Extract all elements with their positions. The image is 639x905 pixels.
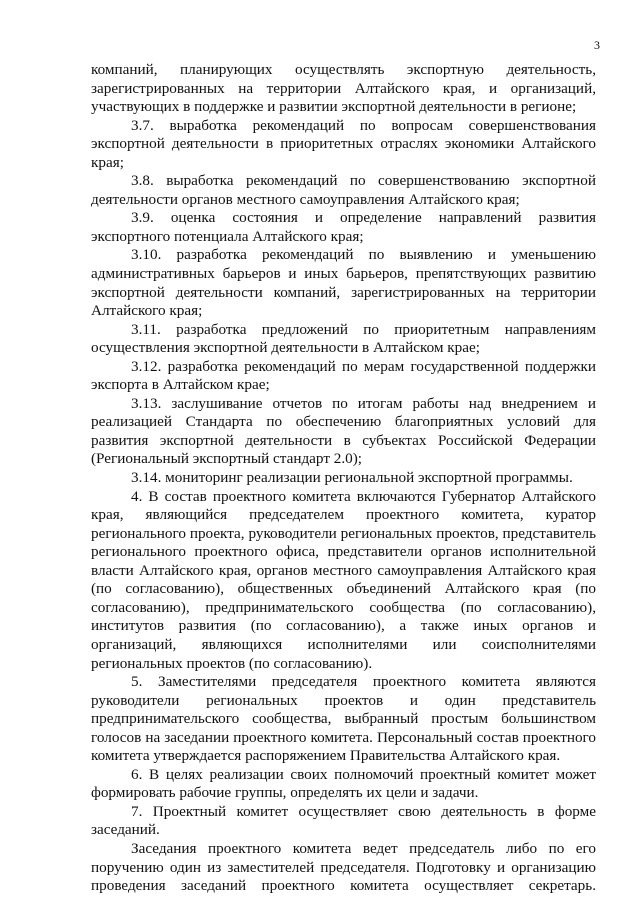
paragraph-3-12: 3.12. разработка рекомендаций по мерам государственной поддержки экспорта в Алтайском крае;: [91, 357, 596, 394]
paragraph-meetings: Заседания проектного комитета ведет председатель либо по его поручению один из заместителей председателя. Подготовку и организацию проведения заседаний проектного комитета осуществляет секретарь.: [91, 839, 596, 895]
paragraph-3-13: 3.13. заслушивание отчетов по итогам работы над внедрением и реализацией Стандарта по обеспечению благоприятных условий для развития экспортной деятельности в субъектах Российской Федерации (Региональный экспортный стандарт 2.0);: [91, 394, 596, 468]
paragraph-3-7: 3.7. выработка рекомендаций по вопросам совершенствования экспортной деятельности в приоритетных отраслях экономики Алтайского края;: [91, 116, 596, 171]
paragraph-continuation: компаний, планирующих осуществлять экспортную деятельность, зарегистрированных на территории Алтайского края, и организаций, участвующих в поддержке и развитии экспортной деятельности в регионе;: [91, 61, 596, 116]
paragraph-3-8: 3.8. выработка рекомендаций по совершенствованию экспортной деятельности органов местного самоуправления Алтайского края;: [91, 172, 596, 208]
paragraph-3-9: 3.9. оценка состояния и определение направлений развития экспортного потенциала Алтайского края;: [91, 209, 596, 245]
paragraph-6: 6. В целях реализации своих полномочий проектный комитет может формировать рабочие группы, определять их цели и задачи.: [91, 765, 596, 802]
page-number: 3: [594, 38, 600, 52]
paragraph-5: 5. Заместителями председателя проектного комитета являются руководители региональных проектов и один представитель предпринимательского сообщества, выбранный простым большинством голосов на заседании проектного комитета. Персональный состав проектного комитета утверждается распоряжением Правительства Алтайского края.: [91, 673, 596, 765]
document-body: [91, 61, 596, 896]
paragraph-3-11: 3.11. разработка предложений по приоритетным направлениям осуществления экспортной деятельности в Алтайском крае;: [91, 320, 596, 357]
paragraph-4: 4. В состав проектного комитета включаются Губернатор Алтайского края, являющийся председателем проектного комитета, куратор регионального проекта, руководители региональных проектов, представитель регионального проектного офиса, представители органов исполнительной власти Алтайского края, органов местного самоуправления Алтайского края (по согласованию), общественных объединений Алтайского края (по согласованию), предпринимательского сообщества (по согласованию), институтов развития (по согласованию), а также иных органов и организаций, являющихся исполнителями или соисполнителями региональных проектов (по согласованию).: [91, 487, 596, 672]
paragraph-7: 7. Проектный комитет осуществляет свою деятельность в форме заседаний.: [91, 802, 596, 839]
paragraph-3-14: 3.14. мониторинг реализации региональной экспортной программы.: [131, 469, 573, 487]
paragraph-3-10: 3.10. разработка рекомендаций по выявлению и уменьшению административных барьеров и иных барьеров, препятствующих развитию экспортной деятельности компаний, зарегистрированных на территории Алтайского края;: [91, 246, 596, 320]
